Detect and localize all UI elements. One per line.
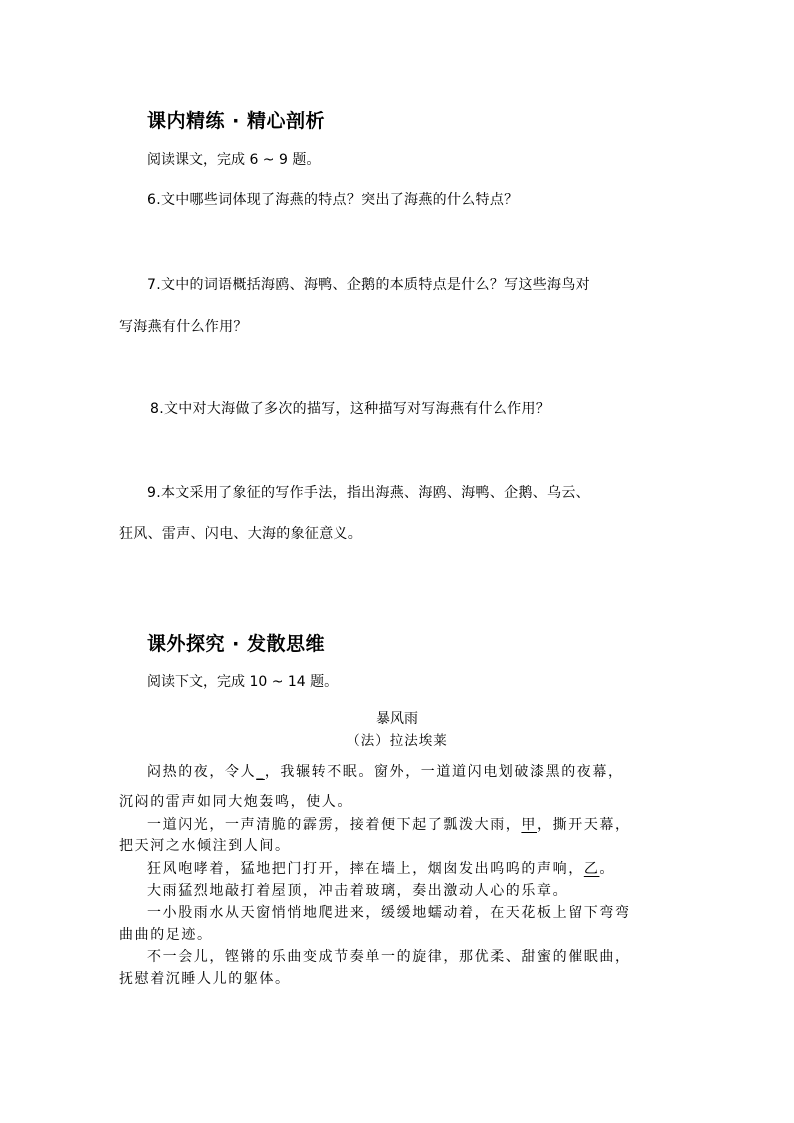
question-7-line-2: 写海燕有什么作用？ xyxy=(119,319,248,335)
story-text: ，撕开天幕， xyxy=(537,817,631,833)
blank-jia: 甲 xyxy=(521,817,538,833)
question-9-line-2: 狂风、雷声、闪电、大海的象征意义。 xyxy=(119,526,363,542)
story-text: 。 xyxy=(599,861,616,877)
story-text: 一道闪光，一声清脆的霹雳，接着便下起了瓢泼大雨， xyxy=(147,817,522,833)
question-7-line-1: 7.文中的词语概括海鸥、海鸭、企鹅的本质特点是什么？写这些海鸟对 xyxy=(147,277,590,293)
story-paragraph-2-line-2: 把天河之水倾注到人间。 xyxy=(119,838,291,854)
question-9-line-1: 9.本文采用了象征的写作手法，指出海燕、海鸥、海鸭、企鹅、乌云、 xyxy=(147,485,590,501)
story-paragraph-6-line-2: 抚慰着沉睡人儿的躯体。 xyxy=(119,971,291,987)
story-text: ，我辗转不眠。窗外，一道道闪电划破漆黑的夜幕， xyxy=(264,764,624,780)
story-text: 狂风咆哮着，猛地把门打开，摔在墙上，烟囱发出呜呜的声响， xyxy=(147,861,584,877)
instruction-extra: 阅读下文，完成 10 ~ 14 题。 xyxy=(147,674,339,690)
story-title: 暴风雨 xyxy=(376,711,418,727)
story-text: 闷热的夜，令人 xyxy=(147,764,257,780)
question-6: 6.文中哪些词体现了海燕的特点？突出了海燕的什么特点？ xyxy=(147,192,519,208)
fill-blank: _ xyxy=(256,764,265,780)
story-paragraph-5-line-1: 一小股雨水从天窗悄悄地爬进来，缓缓地蠕动着，在天花板上留下弯弯 xyxy=(147,905,631,921)
story-paragraph-6-line-1: 不一会儿，铿锵的乐曲变成节奏单一的旋律，那优柔、甜蜜的催眠曲， xyxy=(147,949,631,965)
story-paragraph-3 xyxy=(147,858,615,878)
question-8: 8.文中对大海做了多次的描写，这种描写对写海燕有什么作用？ xyxy=(150,401,551,417)
story-paragraph-2-line-1 xyxy=(147,814,631,834)
story-paragraph-4: 大雨猛烈地敲打着屋顶，冲击着玻璃，奏出激动人心的乐章。 xyxy=(147,883,569,899)
story-paragraph-1-line-2: 沉闷的雷声如同大炮轰鸣，使人。 xyxy=(119,794,353,810)
story-author: （法）拉法埃莱 xyxy=(346,733,448,749)
story-paragraph-5-line-2: 曲曲的足迹。 xyxy=(119,927,213,943)
section-heading-extra: 课外探究 · 发散思维 xyxy=(147,633,325,655)
story-paragraph-1-line-1 xyxy=(147,761,624,781)
blank-yi: 乙 xyxy=(583,861,600,877)
section-heading-in-class: 课内精练 · 精心剖析 xyxy=(147,110,325,132)
instruction-in-class: 阅读课文，完成 6 ~ 9 题。 xyxy=(147,152,321,168)
